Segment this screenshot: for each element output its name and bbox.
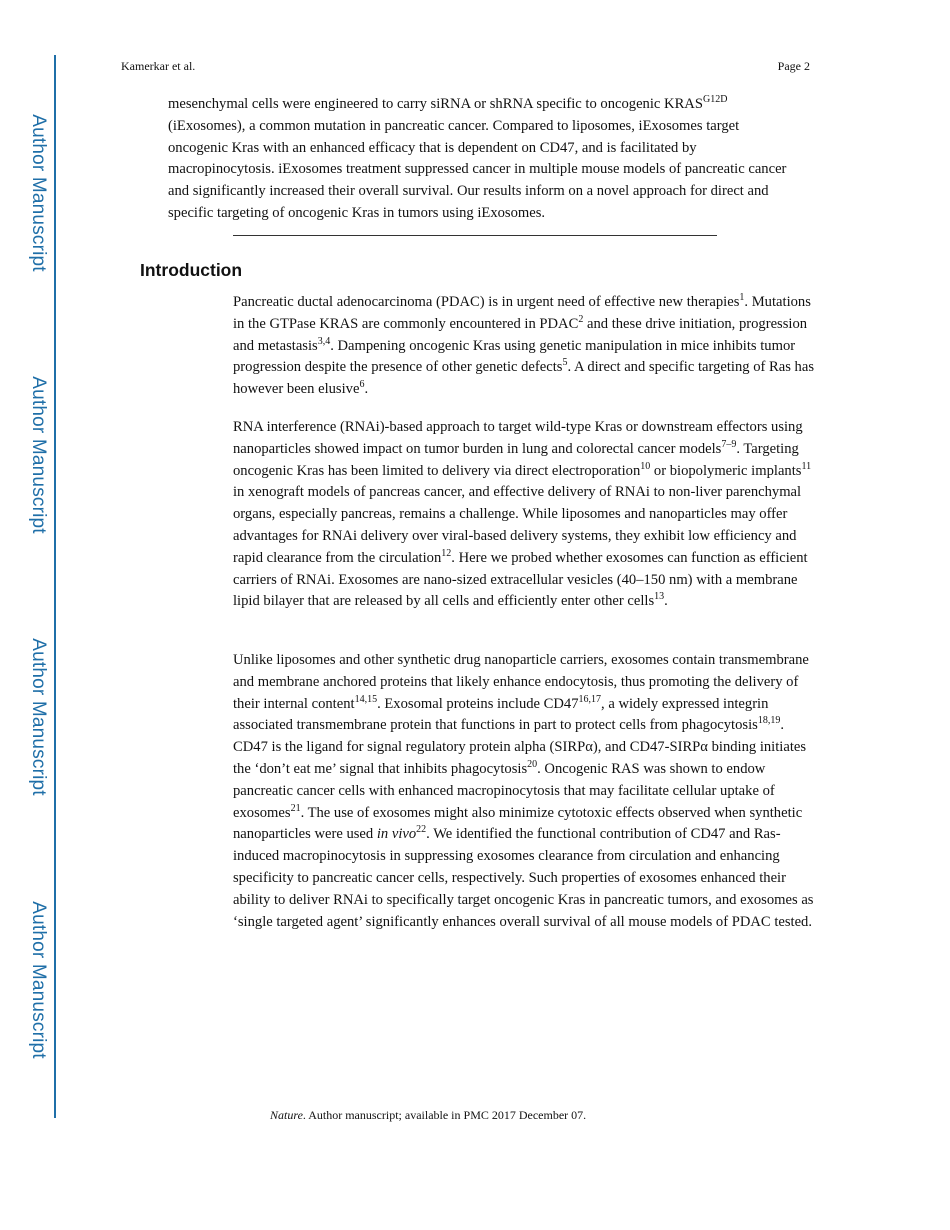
page-footer: Nature. Author manuscript; available in PMC 2017 December 07.: [270, 1108, 587, 1122]
abstract-continuation: mesenchymal cells were engineered to carry siRNA or shRNA specific to oncogenic $KRAS^{G12D}$ (iExosomes), a common mutation in pancreatic cancer. Compared to liposomes, iExosomes target oncogenic Kras with an enhanced efficacy that is dependent on CD47, and is facilitated by macropinocytosis. iExosomes treatment suppressed cancer in multiple mouse models of pancreatic cancer and significantly increased their overall survival. Our results inform on a novel approach for direct and specific targeting of oncogenic Kras in tumors using iExosomes.: [168, 94, 787, 221]
citation: 7–9: [721, 438, 737, 450]
running-header-authors: Kamerkar et al.: [121, 59, 196, 73]
citation: 10: [640, 460, 651, 472]
citation: 1: [739, 292, 745, 303]
margin-rule: [54, 55, 56, 1118]
citation: 3,4: [317, 335, 331, 347]
citation: 2: [578, 313, 584, 325]
citation: 5: [562, 357, 568, 369]
author-manuscript-label: Author Manuscript: [28, 638, 49, 796]
intro-paragraph-3: Unlike liposomes and other synthetic drug nanoparticle carriers, exosomes contain transmembrane and membrane anchored proteins that likely enhance endocytosis, thus promoting the delivery of their internal content$^{14,15}$. Exosomal proteins include CD47$^{16,17}$, a widely expressed integrin associated transmembrane protein that functions in part to protect cells from phagocytosis$^{18,19}$. CD47 is the ligand for signal regulatory protein alpha (SIRPα), and CD47-SIRPα binding initiates the ‘don’t eat me’ signal that inhibits phagocytosis$^{20}$. Oncogenic RAS was shown to endow pancreatic cancer cells with enhanced macropinocytosis that may facilitate cellular uptake of exosomes$^{21}$. The use of exosomes might also minimize cytotoxic effects observed when synthetic nanoparticles were used in vivo$^{22}$. We identified the functional contribution of CD47 and Ras-induced macropinocytosis in suppressing exosomes clearance from circulation and enhancing specificity to pancreatic cancer cells, respectively. Such properties of exosomes enhanced their ability to deliver RNAi to specifically target oncogenic Kras in pancreatic tumors, and exosomes as ‘single targeted agent’ significantly enhances overall survival of all mouse models of PDAC tested.: [233, 652, 814, 930]
citation: 6: [359, 379, 365, 391]
citation: 11: [801, 460, 812, 472]
citation: 21: [290, 802, 301, 814]
intro-paragraph-1: Pancreatic ductal adenocarcinoma (PDAC) is in urgent need of effective new therapies$^1$. Mutations in the GTPase KRAS are commonly encountered in PDAC$^2$ and these drive initiation, progression and metastasis$^{3,4}$. Dampening oncogenic Kras using genetic manipulation in mice inhibits tumor progression despite the presence of other genetic defects$^5$. A direct and specific targeting of Ras has however been elusive$^6$.: [233, 292, 814, 398]
section-heading-introduction: Introduction: [140, 260, 243, 280]
abstract-divider: [233, 235, 717, 236]
citation: 20: [527, 758, 538, 770]
author-manuscript-label: Author Manuscript: [28, 114, 49, 272]
journal-name: Nature: [270, 1108, 303, 1122]
author-manuscript-label: Author Manuscript: [28, 376, 49, 534]
citation: 13: [654, 591, 665, 603]
author-manuscript-label: Author Manuscript: [28, 901, 49, 1059]
citation: 16,17: [578, 693, 602, 705]
citation: 14,15: [354, 693, 378, 705]
page-number: Page 2: [777, 59, 810, 73]
citation: 22: [416, 824, 427, 836]
intro-paragraph-2: RNA interference (RNAi)-based approach to target wild-type Kras or downstream effectors using nanoparticles showed impact on tumor burden in lung and colorectal cancer models$^{7-9}$. Targeting oncogenic Kras has been limited to delivery via direct electroporation$^{10}$ or biopolymeric implants$^{11}$ in xenograft models of pancreas cancer, and effective delivery of RNAi to non-liver parenchymal organs, especially pancreas, remains a challenge. While liposomes and nanoparticles may offer advantages for RNAi delivery over viral-based delivery systems, they exhibit low efficiency and rapid clearance from the circulation$^{12}$. Here we probed whether exosomes can function as efficient carriers of RNAi. Exosomes are nano-sized extracellular vesicles (40–150 nm) with a membrane lipid bilayer that are released by all cells and efficiently enter other cells$^{13}$.: [233, 419, 812, 610]
citation: 18,19: [757, 715, 781, 727]
citation: 12: [441, 547, 452, 559]
